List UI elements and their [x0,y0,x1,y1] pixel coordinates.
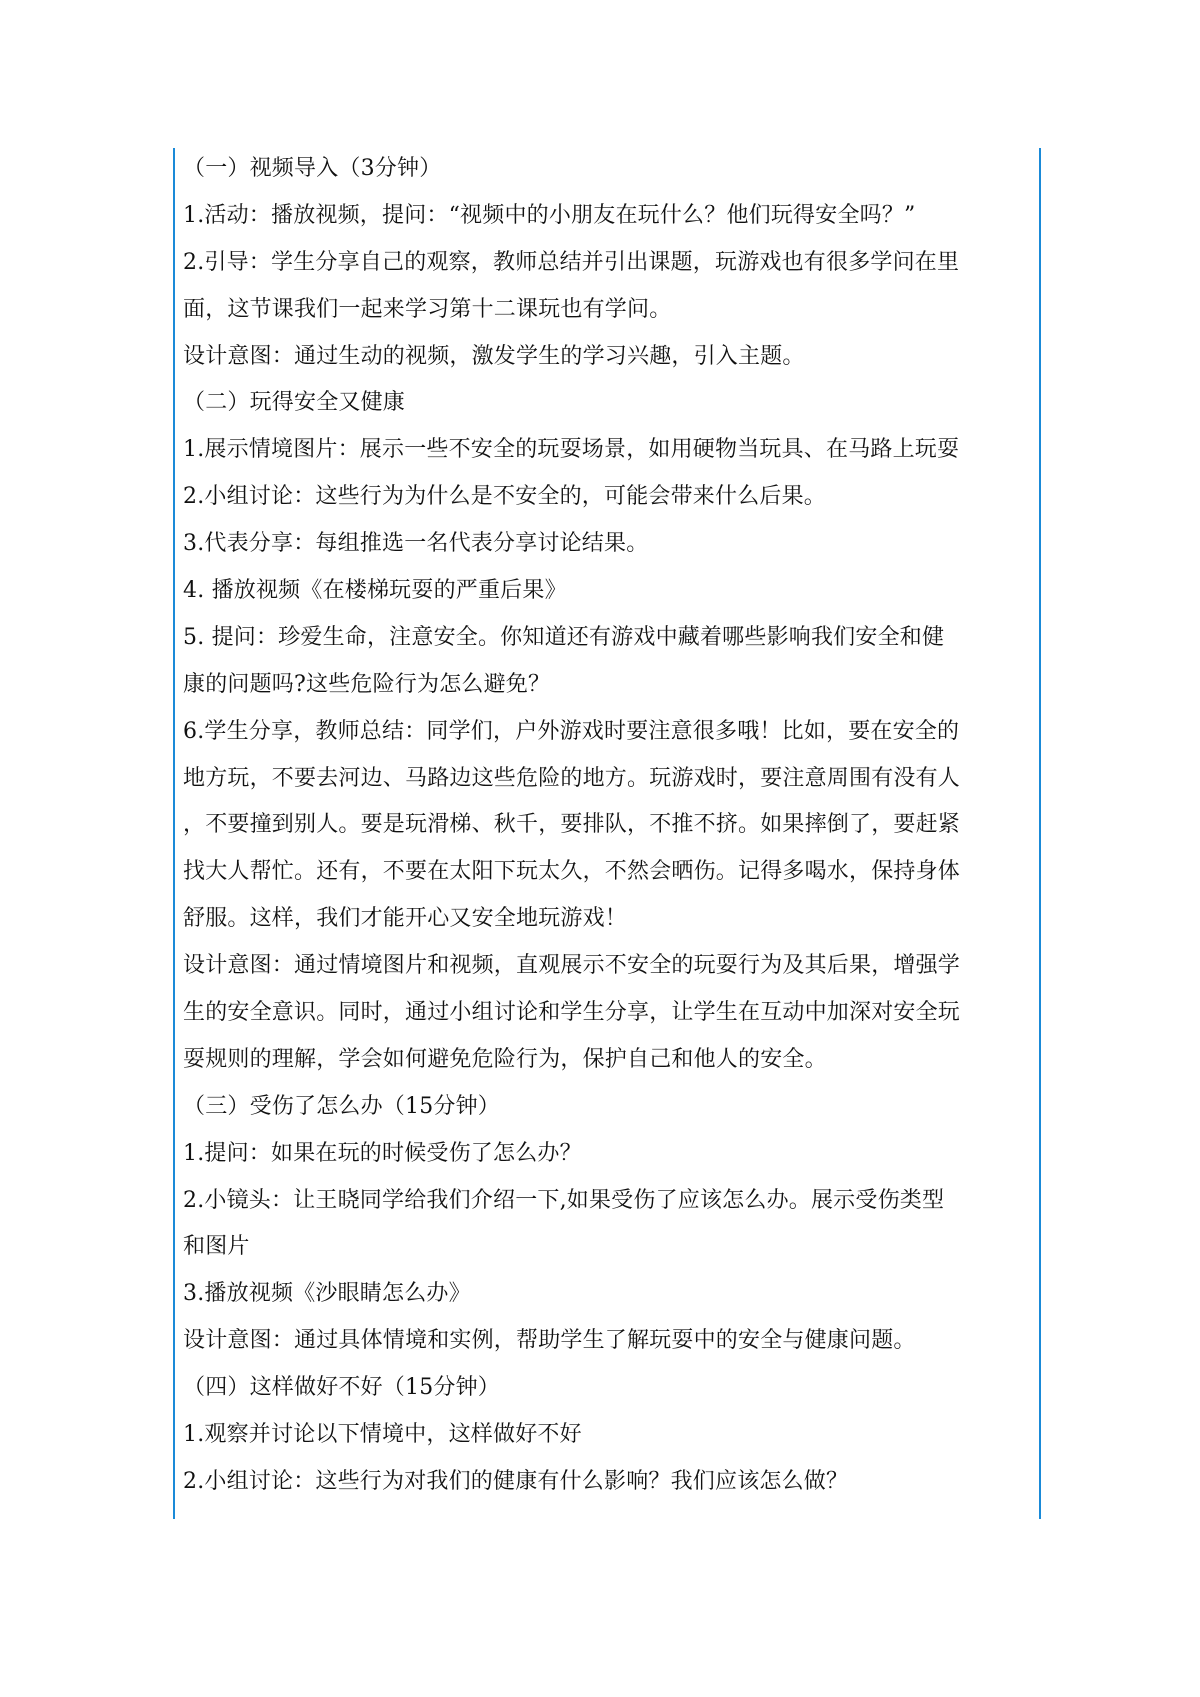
section-heading-good-or-not: （四）这样做好不好（15分钟） [183,1375,500,1401]
lesson-plan-content [183,146,1033,1506]
paragraph-line: 2.小组讨论：这些行为为什么是不安全的，可能会带来什么后果。 [183,484,826,510]
design-intent-line: 设计意图：通过具体情境和实例，帮助学生了解玩耍中的安全与健康问题。 [183,1328,916,1354]
section-heading-safe-play: （二）玩得安全又健康 [183,390,406,416]
paragraph-line: 1.展示情境图片：展示一些不安全的玩耍场景，如用硬物当玩具、在马路上玩耍 [183,437,960,463]
design-intent-line: 生的安全意识。同时，通过小组讨论和学生分享，让学生在互动中加深对安全玩 [183,1000,961,1026]
paragraph-line: ，不要撞到别人。要是玩滑梯、秋千，要排队，不推不挤。如果摔倒了，要赶紧 [183,812,961,838]
paragraph-line: 2.小镜头：让王晓同学给我们介绍一下,如果受伤了应该怎么办。展示受伤类型 [183,1187,945,1213]
paragraph-line: 5. 提问：珍爱生命，注意安全。你知道还有游戏中藏着哪些影响我们安全和健 [183,624,945,650]
paragraph-line: 舒服。这样，我们才能开心又安全地玩游戏！ [183,906,628,932]
paragraph-line: 面，这节课我们一起来学习第十二课玩也有学问。 [183,296,672,322]
section-heading-video-intro: （一）视频导入（3分钟） [183,156,442,181]
paragraph-line: 和图片 [183,1234,250,1260]
paragraph-line: 1.观察并讨论以下情境中，这样做好不好 [183,1422,582,1448]
paragraph-line: 地方玩，不要去河边、马路边这些危险的地方。玩游戏时，要注意周围有没有人 [183,765,961,791]
paragraph-line: 4. 播放视频《在楼梯玩耍的严重后果》 [183,578,567,604]
paragraph-line: 康的问题吗?这些危险行为怎么避免？ [183,671,551,697]
design-intent-line: 耍规则的理解，学会如何避免危险行为，保护自己和他人的安全。 [183,1046,827,1072]
paragraph-line: 2.引导：学生分享自己的观察，教师总结并引出课题，玩游戏也有很多学问在里 [183,249,960,275]
paragraph-line: 找大人帮忙。还有，不要在太阳下玩太久，不然会晒伤。记得多喝水，保持身体 [183,859,961,885]
section-heading-injury: （三）受伤了怎么办（15分钟） [183,1093,500,1119]
paragraph-line: 6.学生分享，教师总结：同学们，户外游戏时要注意很多哦！比如，要在安全的 [183,718,960,744]
design-intent-line: 设计意图：通过生动的视频，激发学生的学习兴趣，引入主题。 [183,343,805,369]
paragraph-line: 1.提问：如果在玩的时候受伤了怎么办？ [183,1140,582,1166]
paragraph-line: 1.活动：播放视频，提问：“视频中的小朋友在玩什么？他们玩得安全吗？” [183,202,916,228]
paragraph-line: 3.代表分享：每组推选一名代表分享讨论结果。 [183,531,649,557]
design-intent-line: 设计意图：通过情境图片和视频，直观展示不安全的玩耍行为及其后果，增强学 [183,953,961,979]
paragraph-line: 3.播放视频《沙眼睛怎么办》 [183,1281,471,1307]
paragraph-line: 2.小组讨论：这些行为对我们的健康有什么影响？我们应该怎么做？ [183,1468,849,1494]
